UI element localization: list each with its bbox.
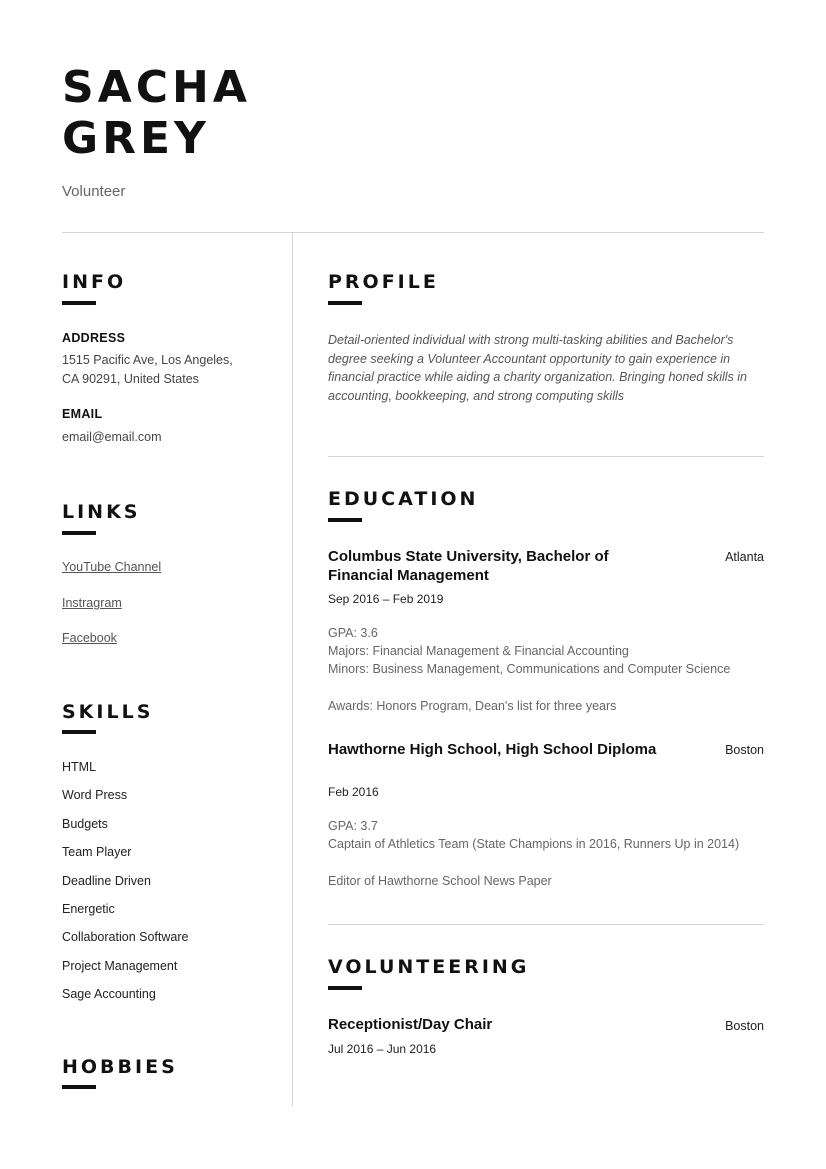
address-line-2: CA 90291, United States	[62, 372, 199, 386]
education-heading-underline	[328, 518, 362, 522]
header-divider	[62, 232, 764, 233]
volunteering-entry-date: Jul 2016 – Jun 2016	[328, 1042, 437, 1056]
skill-item: Deadline Driven	[62, 874, 151, 888]
links-heading: LINKS	[62, 501, 141, 523]
info-heading: INFO	[62, 271, 127, 293]
info-heading-underline	[62, 301, 96, 305]
education-detail: Captain of Athletics Team (State Champions in 2016, Runners Up in 2014)	[328, 837, 740, 851]
email-value: email@email.com	[62, 430, 162, 444]
education-detail: Minors: Business Management, Communications and Computer Science	[328, 662, 731, 676]
education-detail: GPA: 3.6	[328, 626, 378, 640]
address-line-1: 1515 Pacific Ave, Los Angeles,	[62, 353, 233, 367]
volunteering-heading: VOLUNTEERING	[328, 956, 530, 978]
skill-item: Project Management	[62, 959, 178, 973]
volunteering-entry-title: Receptionist/Day Chair	[328, 1016, 493, 1033]
links-heading-underline	[62, 531, 96, 535]
job-title: Volunteer	[62, 183, 126, 200]
profile-heading-underline	[328, 301, 362, 305]
education-detail: Majors: Financial Management & Financial Accounting	[328, 644, 629, 658]
skill-item: Energetic	[62, 902, 115, 916]
column-divider	[292, 233, 293, 1106]
profile-divider	[328, 456, 764, 457]
email-label: EMAIL	[62, 407, 103, 421]
profile-summary: Detail-oriented individual with strong multi-tasking abilities and Bachelor's degree seeking a Volunteer Accountant opportunity to gain experience in financial practice while aiding a charity organization. Bringing honed skills in accounting, bookkeeping, and strong computing skills	[328, 333, 747, 403]
volunteering-heading-underline	[328, 986, 362, 990]
education-detail: GPA: 3.7	[328, 819, 378, 833]
skill-item: Sage Accounting	[62, 987, 156, 1001]
skills-heading-underline	[62, 730, 96, 734]
skill-item: Budgets	[62, 817, 108, 831]
education-detail: Editor of Hawthorne School News Paper	[328, 874, 552, 888]
profile-heading: PROFILE	[328, 271, 439, 293]
education-entry-title: Columbus State University, Bachelor of Financial Management	[328, 548, 609, 584]
education-detail: Awards: Honors Program, Dean's list for three years	[328, 699, 617, 713]
education-divider	[328, 924, 764, 925]
education-entry-date: Feb 2016	[328, 785, 379, 799]
education-entry-location: Boston	[725, 743, 764, 757]
youtube-link[interactable]: YouTube Channel	[62, 560, 162, 574]
skills-heading: SKILLS	[62, 701, 154, 723]
instagram-link[interactable]: Instragram	[62, 596, 122, 610]
candidate-name	[62, 62, 251, 164]
skill-item: Team Player	[62, 845, 132, 859]
facebook-link[interactable]: Facebook	[62, 631, 117, 645]
hobbies-heading-underline	[62, 1085, 96, 1089]
education-entry-title: Hawthorne High School, High School Diploma	[328, 741, 657, 758]
skill-item: Collaboration Software	[62, 930, 189, 944]
last-name: GREY	[62, 113, 210, 164]
education-entry-date: Sep 2016 – Feb 2019	[328, 592, 444, 606]
skill-item: Word Press	[62, 788, 128, 802]
skill-item: HTML	[62, 760, 97, 774]
education-entry-location: Atlanta	[725, 550, 764, 564]
volunteering-entry-location: Boston	[725, 1019, 764, 1033]
education-heading: EDUCATION	[328, 488, 479, 510]
first-name: SACHA	[62, 62, 251, 113]
hobbies-heading: HOBBIES	[62, 1056, 178, 1078]
address-label: ADDRESS	[62, 331, 126, 345]
